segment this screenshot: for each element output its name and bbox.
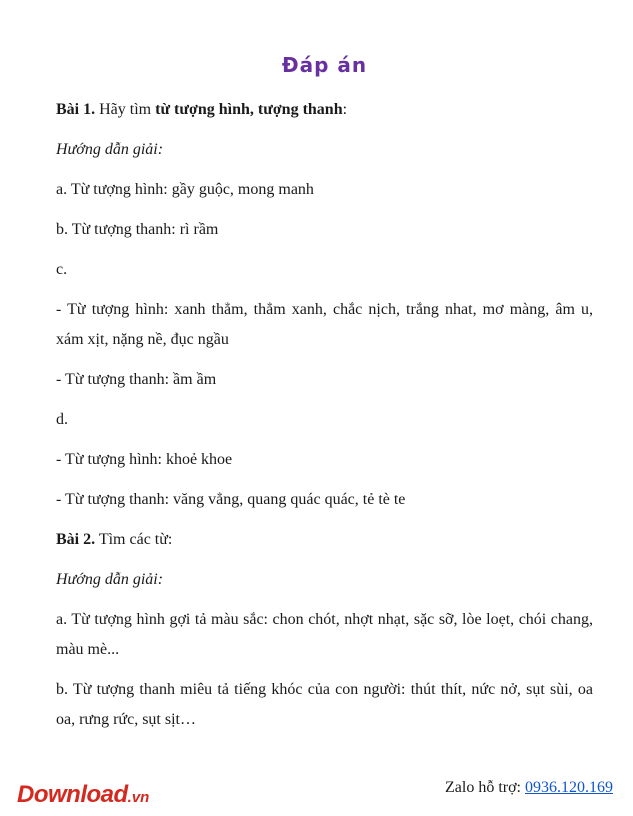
text-segment: b. Từ tượng thanh: rì rầm (56, 221, 219, 238)
text-segment: từ tượng hình, tượng thanh (155, 101, 343, 118)
text-line (56, 325, 593, 355)
text-line (56, 135, 593, 165)
paragraph (56, 135, 593, 165)
text-line (56, 95, 593, 125)
paragraph (56, 485, 593, 515)
text-line (56, 175, 593, 205)
text-segment: - Từ tượng hình: khoẻ khoe (56, 451, 233, 468)
logo-suffix-text: .vn (127, 789, 150, 806)
text-segment: a. Từ tượng hình gợi tả màu sắc: chon chót, nhợt nhạt, sặc sỡ, lòe loẹt, chói chang, (56, 611, 593, 628)
text-segment: oa, rưng rức, sụt sịt… (56, 711, 196, 728)
document-body (56, 95, 593, 735)
paragraph (56, 215, 593, 245)
paragraph (56, 365, 593, 395)
text-line (56, 365, 593, 395)
paragraph (56, 525, 593, 555)
text-segment: a. Từ tượng hình: gầy guộc, mong manh (56, 181, 314, 198)
text-segment: xám xịt, nặng nề, đục ngầu (56, 331, 229, 348)
text-line (56, 295, 593, 325)
text-line (56, 445, 593, 475)
text-line (56, 635, 593, 665)
paragraph (56, 605, 593, 665)
text-line (56, 215, 593, 245)
downloadvn-logo (17, 783, 149, 807)
text-line (56, 605, 593, 635)
text-segment: - Từ tượng thanh: ầm ầm (56, 371, 217, 388)
paragraph (56, 175, 593, 205)
text-segment: Tìm các từ: (95, 531, 173, 548)
logo-text: Download (17, 781, 128, 808)
text-segment: - Từ tượng thanh: văng vẳng, quang quác quác, tẻ tè te (56, 491, 406, 508)
paragraph (56, 405, 593, 435)
text-line (56, 565, 593, 595)
text-line (56, 255, 593, 285)
text-line (56, 405, 593, 435)
text-segment: Hướng dẫn giải: (56, 141, 164, 158)
paragraph (56, 295, 593, 355)
text-line (56, 525, 593, 555)
text-segment: Hãy tìm (95, 101, 156, 118)
text-segment: d. (56, 411, 68, 428)
text-line (56, 675, 593, 705)
zalo-phone-link[interactable]: 0936.120.169 (525, 779, 613, 796)
page-title: Đáp án (281, 53, 368, 77)
zalo-support-label: Zalo hỗ trợ: (445, 779, 525, 796)
text-line (56, 485, 593, 515)
text-line (56, 705, 593, 735)
text-segment: c. (56, 261, 68, 278)
text-segment: Hướng dẫn giải: (56, 571, 164, 588)
zalo-support (445, 777, 613, 799)
paragraph (56, 95, 593, 125)
paragraph (56, 675, 593, 735)
text-segment: - Từ tượng hình: xanh thẳm, thẳm xanh, chắc nịch, trắng nhat, mơ màng, âm u, (56, 301, 593, 318)
paragraph (56, 445, 593, 475)
text-segment: Bài 1. (56, 101, 96, 118)
text-segment: Bài 2. (56, 531, 96, 548)
paragraph (56, 565, 593, 595)
text-segment: : (342, 101, 348, 118)
text-segment: b. Từ tượng thanh miêu tả tiếng khóc của con người: thút thít, nức nở, sụt sùi, oa (56, 681, 593, 698)
text-segment: màu mè... (56, 641, 120, 658)
paragraph (56, 255, 593, 285)
